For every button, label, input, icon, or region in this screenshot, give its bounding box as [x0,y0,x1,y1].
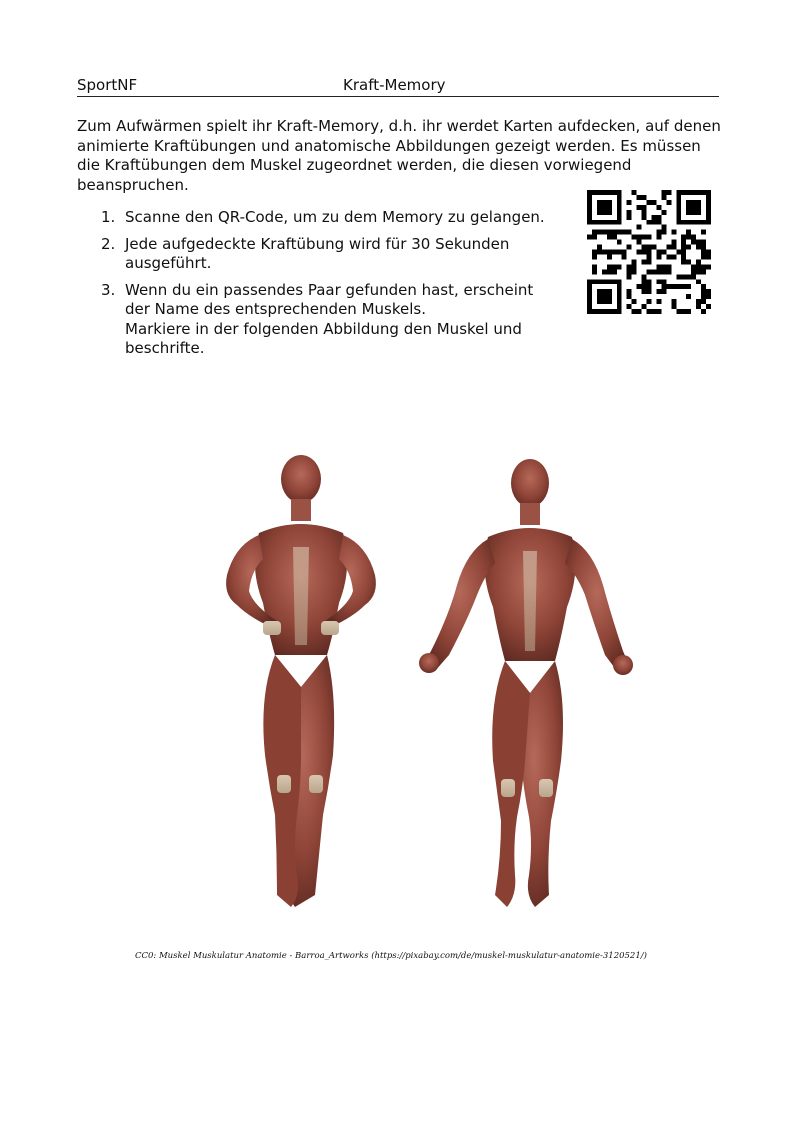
anatomy-figure-front-relaxed [419,459,633,907]
anatomy-figure-front-flexed [226,455,376,907]
page-header [77,74,719,97]
muscle-anatomy-figures-icon [205,455,635,920]
header-title: Kraft-Memory [343,76,446,94]
instruction-line: ausgeführt. [125,254,212,272]
instruction-line: der Name des entsprechenden Muskels. [125,300,426,318]
instruction-line: Scanne den QR-Code, um zu dem Memory zu gelangen. [125,208,545,226]
instruction-line: Wenn du ein passendes Paar gefunden hast, erscheint [125,280,534,299]
instruction-number: 1. [101,208,116,226]
instruction-list [95,208,585,366]
instruction-item [95,235,585,274]
intro-paragraph: Zum Aufwärmen spielt ihr Kraft-Memory, d.h. ihr werdet Karten aufdecken, auf denen animierte Kraftübungen und anatomische Abbildungen gezeigt werden. Es müssen die Kraftübungen dem Muskel zugeordnet werden, die diesen vorwiegend beanspruchen. [77,117,721,194]
header-subject: SportNF [77,76,138,94]
instruction-number: 3. [101,280,116,299]
instruction-item [95,281,585,359]
instruction-line: beschrifte. [125,339,205,357]
image-credit: CC0: Muskel Muskulatur Anatomie - Barroa_Artworks (https://pixabay.com/de/muskel-muskulatur-anatomie-3120521/) [135,951,647,961]
instruction-line: Jede aufgedeckte Kraftübung wird für 30 Sekunden [125,234,510,253]
instruction-number: 2. [101,234,116,253]
instruction-line: Markiere in der folgenden Abbildung den Muskel und [125,319,522,338]
qr-code-icon[interactable] [587,190,711,314]
instruction-item [95,208,585,228]
